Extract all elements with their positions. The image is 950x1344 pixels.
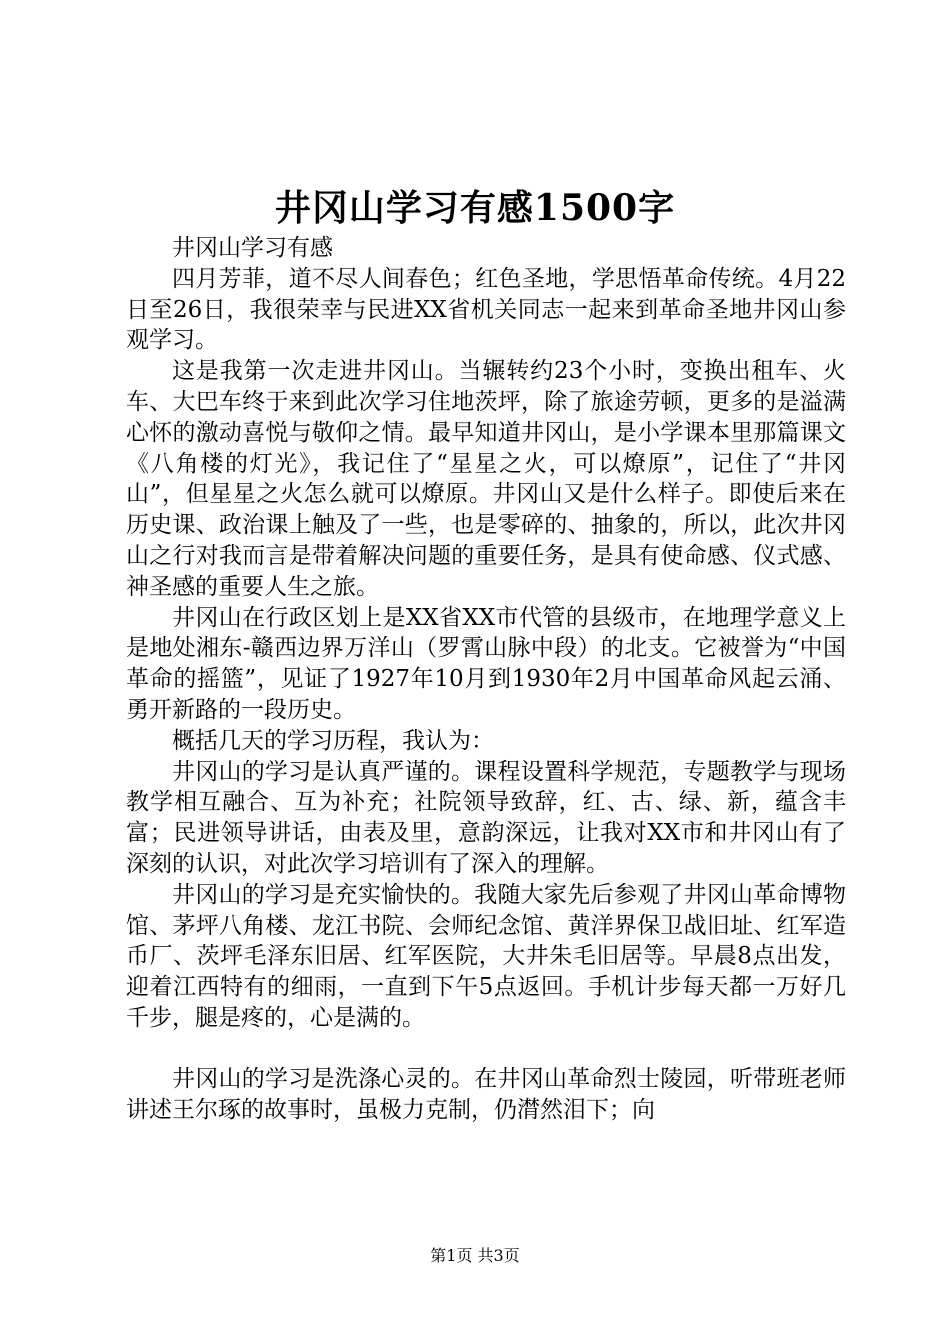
paragraph: 四月芳菲，道不尽人间春色；红色圣地，学思悟革命传统。4月22日至26日，我很荣幸与民进XX省机关同志一起来到革命圣地井冈山参观学习。 [126, 265, 846, 354]
paragraph-subtitle: 井冈山学习有感 [172, 235, 333, 261]
document-body [126, 233, 846, 1125]
paragraph: 概括几天的学习历程，我认为： [172, 727, 494, 754]
document-title: 井冈山学习有感1500字 [274, 187, 676, 229]
paragraph: 这是我第一次走进井冈山。当辗转约23个小时，变换出租车、火车、大巴车终于来到此次学习住地茨坪，除了旅途劳顿，更多的是溢满心怀的激动喜悦与敬仰之情。最早知道井冈山，是小学课本里那篇课文《八角楼的灯光》，我记住了“星星之火，可以燎原”，记住了“井冈山”，但星星之火怎么就可以燎原。井冈山又是什么样子。即使后来在历史课、政治课上触及了一些，也是零碎的、抽象的，所以，此次井冈山之行对我而言是带着解决问题的重要任务，是具有使命感、仪式感、神圣感的重要人生之旅。 [126, 358, 846, 600]
paragraph: 井冈山在行政区划上是XX省XX市代管的县级市，在地理学意义上是地处湘东-赣西边界万洋山（罗霄山脉中段）的北支。它被誉为“中国革命的摇篮”，见证了1927年10月到1930年2月中国革命风起云涌、勇开新路的一段历史。 [126, 604, 846, 723]
page-footer: 第1页 共3页 [430, 1246, 520, 1265]
paragraph: 井冈山的学习是认真严谨的。课程设置科学规范，专题教学与现场教学相互融合、互为补充；社院领导致辞，红、古、绿、新，蕴含丰富；民进领导讲话，由表及里，意韵深远，让我对XX市和井冈山有了深刻的认识，对此次学习培训有了深入的理解。 [126, 758, 846, 877]
paragraph: 井冈山的学习是充实愉快的。我随大家先后参观了井冈山革命博物馆、茅坪八角楼、龙江书院、会师纪念馆、黄洋界保卫战旧址、红军造币厂、茨坪毛泽东旧居、红军医院，大井朱毛旧居等。早晨8点出发，迎着江西特有的细雨，一直到下午5点返回。手机计步每天都一万好几千步，腿是疼的，心是满的。 [126, 881, 846, 1031]
paragraph: 井冈山的学习是洗涤心灵的。在井冈山革命烈士陵园，听带班老师讲述王尔琢的故事时，虽极力克制，仍潸然泪下；向 [126, 1065, 846, 1123]
